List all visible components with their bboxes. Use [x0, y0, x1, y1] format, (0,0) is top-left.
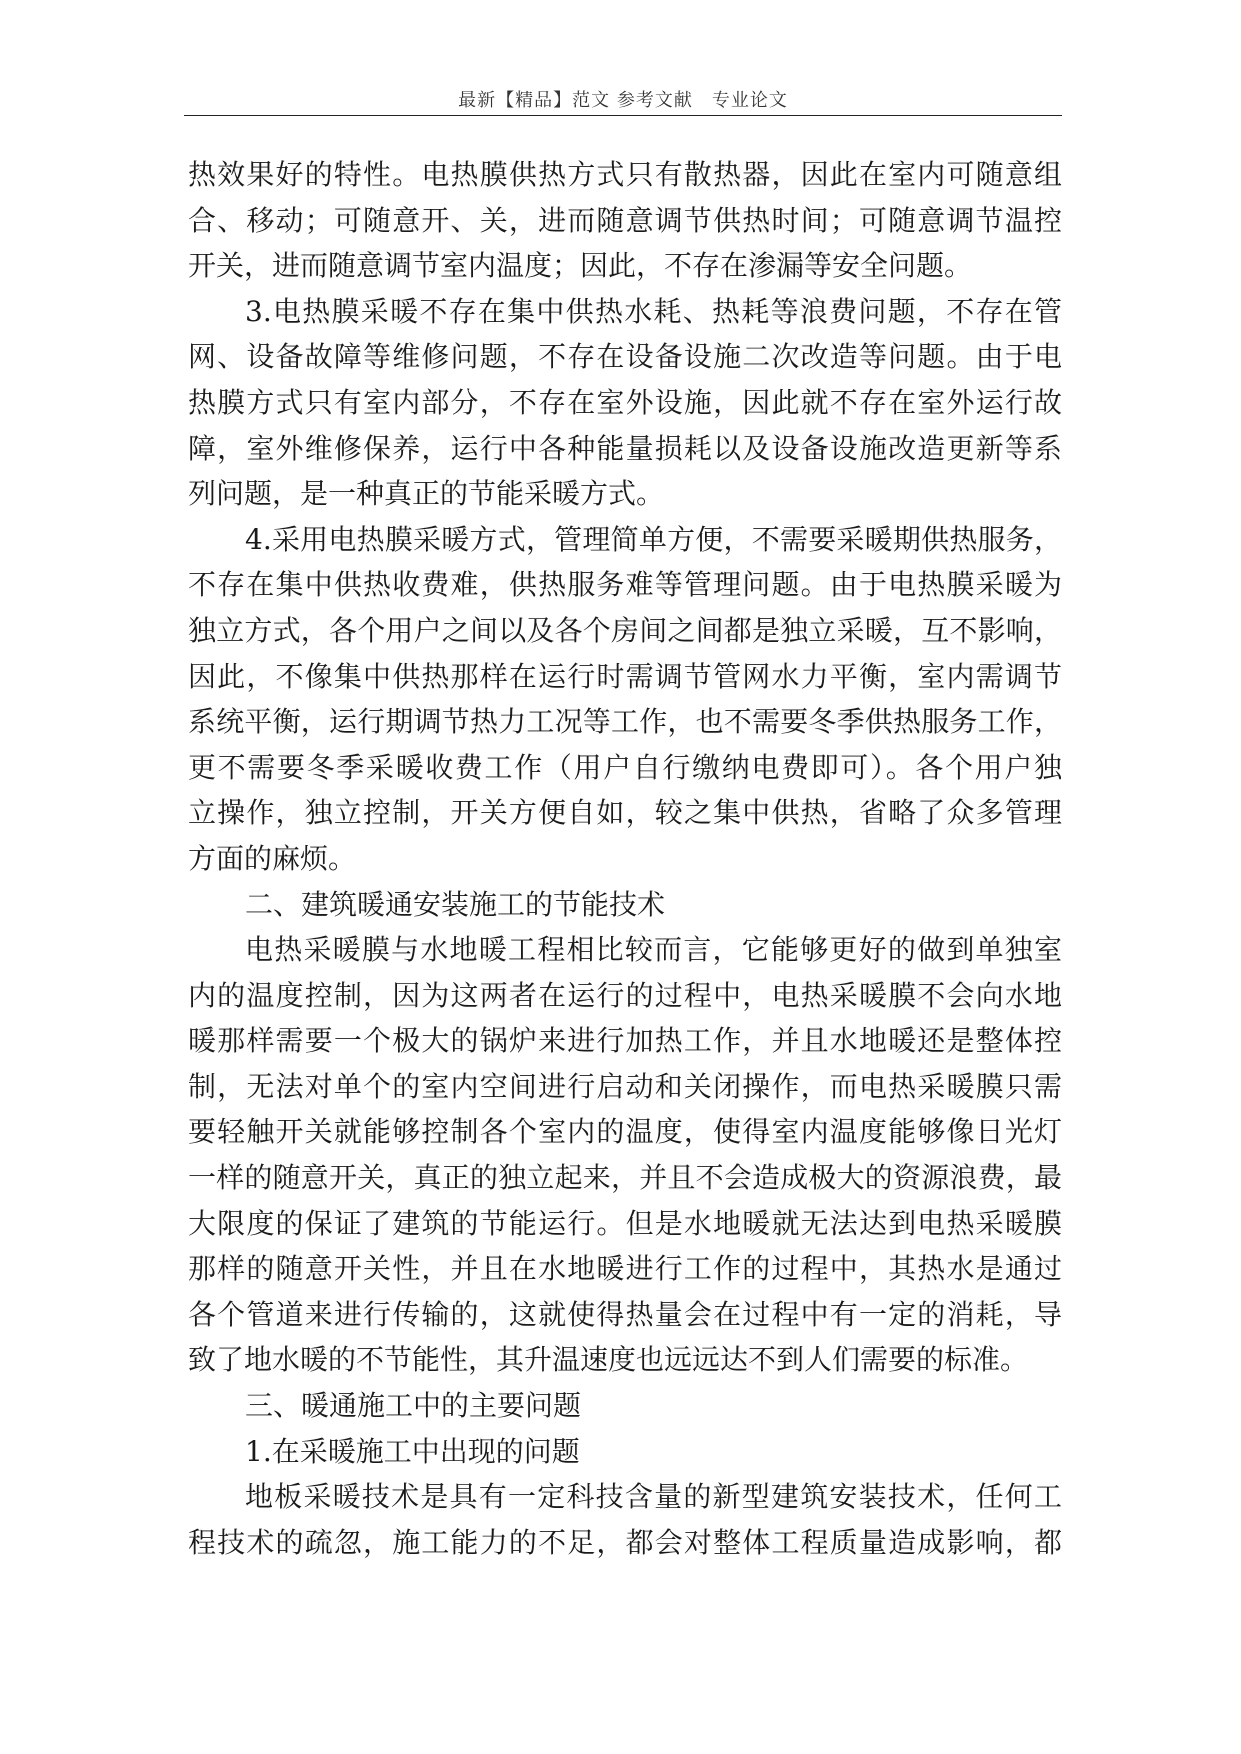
text-line: 热效果好的特性。电热膜供热方式只有散热器，因此在室内可随意组	[188, 158, 1062, 191]
header-rule	[184, 115, 1062, 116]
text-line: 因此，不像集中供热那样在运行时需调节管网水力平衡，室内需调节	[188, 659, 1062, 693]
text-line: 障，室外维修保养，运行中各种能量损耗以及设备设施改造更新等系	[188, 431, 1062, 465]
text-line: 1.在采暖施工中出现的问题	[245, 1434, 580, 1468]
text-line: 暖那样需要一个极大的锅炉来进行加热工作，并且水地暖还是整体控	[188, 1024, 1062, 1058]
text-line: 大限度的保证了建筑的节能运行。但是水地暖就无法达到电热采暖膜	[188, 1206, 1062, 1240]
text-line: 4.采用电热膜采暖方式，管理简单方便，不需要采暖期供热服务，	[245, 522, 1062, 556]
text-line: 更不需要冬季采暖收费工作（用户自行缴纳电费即可）。各个用户独	[188, 750, 1062, 784]
text-line: 合、移动；可随意开、关，进而随意调节供热时间；可随意调节温控	[188, 203, 1062, 237]
text-line: 独立方式，各个用户之间以及各个房间之间都是独立采暖，互不影响，	[188, 613, 1062, 647]
text-line: 内的温度控制，因为这两者在运行的过程中，电热采暖膜不会向水地	[188, 978, 1062, 1012]
text-line: 要轻触开关就能够控制各个室内的温度，使得室内温度能够像日光灯	[188, 1115, 1062, 1149]
text-line: 致了地水暖的不节能性，其升温速度也远远达不到人们需要的标准。	[188, 1343, 1029, 1377]
page-header: 最新【精品】范文 参考文献 专业论文	[458, 90, 788, 111]
text-line: 开关，进而随意调节室内温度；因此，不存在渗漏等安全问题。	[188, 249, 973, 283]
document-body	[188, 152, 1062, 1565]
text-line: 地板采暖技术是具有一定科技含量的新型建筑安装技术，任何工	[245, 1480, 1062, 1514]
text-line: 3.电热膜采暖不存在集中供热水耗、热耗等浪费问题，不存在管	[245, 294, 1062, 328]
text-line: 那样的随意开关性，并且在水地暖进行工作的过程中，其热水是通过	[188, 1252, 1062, 1286]
text-line: 立操作，独立控制，开关方便自如，较之集中供热，省略了众多管理	[188, 796, 1062, 830]
text-line: 二、建筑暖通安装施工的节能技术	[245, 887, 666, 921]
text-line: 三、暖通施工中的主要问题	[245, 1389, 582, 1423]
text-line: 系统平衡，运行期调节热力工况等工作，也不需要冬季供热服务工作，	[188, 705, 1062, 739]
text-line: 热膜方式只有室内部分，不存在室外设施，因此就不存在室外运行故	[188, 385, 1062, 419]
text-line: 不存在集中供热收费难，供热服务难等管理问题。由于电热膜采暖为	[188, 568, 1062, 602]
text-line: 电热采暖膜与水地暖工程相比较而言，它能够更好的做到单独室	[245, 933, 1062, 967]
text-line: 程技术的疏忽，施工能力的不足，都会对整体工程质量造成影响，都	[188, 1525, 1062, 1559]
text-line: 列问题，是一种真正的节能采暖方式。	[188, 477, 665, 511]
text-line: 各个管道来进行传输的，这就使得热量会在过程中有一定的消耗，导	[188, 1297, 1062, 1331]
text-line: 制，无法对单个的室内空间进行启动和关闭操作，而电热采暖膜只需	[188, 1069, 1062, 1103]
text-line: 网、设备故障等维修问题，不存在设备设施二次改造等问题。由于电	[188, 340, 1062, 374]
text-line: 方面的麻烦。	[188, 841, 357, 875]
text-line: 一样的随意开关，真正的独立起来，并且不会造成极大的资源浪费，最	[188, 1161, 1062, 1195]
